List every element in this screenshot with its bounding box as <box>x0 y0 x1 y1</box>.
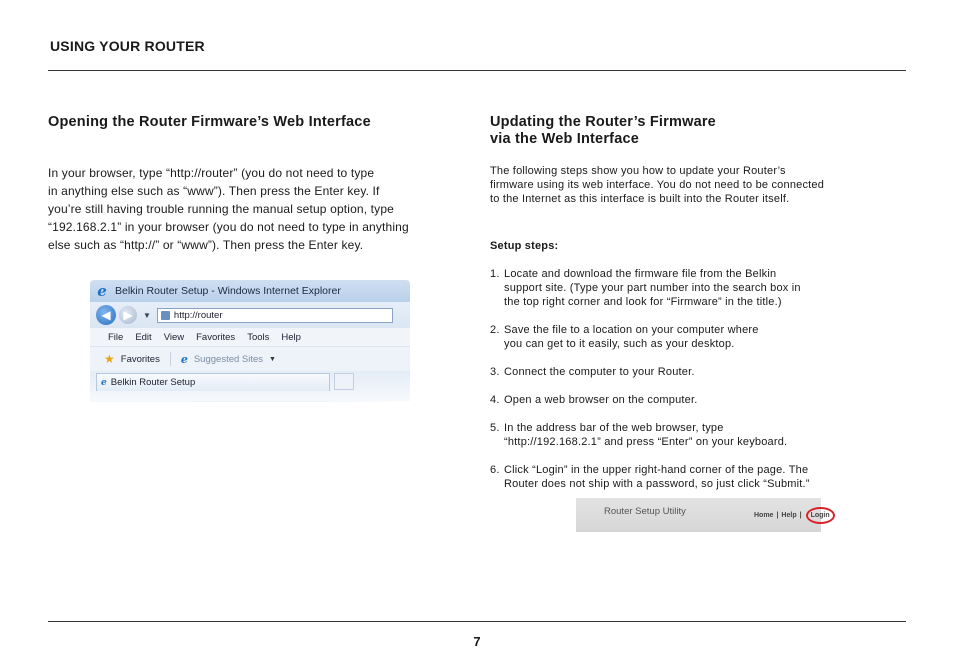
list-item <box>490 323 890 351</box>
forward-arrow-icon: ▶ <box>119 306 137 324</box>
step-number: 3. <box>490 366 500 378</box>
browser-window-title: Belkin Router Setup - Windows Internet Explorer <box>115 285 341 297</box>
browser-tab-strip <box>90 371 410 401</box>
body-line: “192.168.2.1” in your browser (you do not need to type in anything <box>48 220 409 234</box>
ie-logo-icon: e <box>180 352 188 366</box>
body-line: else such as “http://” or “www”). Then press the Enter key. <box>48 238 364 252</box>
right-column <box>490 114 890 505</box>
step-line: Locate and download the firmware file from the Belkin <box>504 268 777 280</box>
browser-menu-bar <box>90 328 410 346</box>
heading-line: via the Web Interface <box>490 131 639 147</box>
router-utility-screenshot <box>576 498 830 532</box>
menu-item-file: File <box>108 331 124 343</box>
step-number: 4. <box>490 394 500 406</box>
new-tab-button <box>334 373 354 390</box>
menu-item-favorites: Favorites <box>196 331 236 343</box>
menu-item-help: Help <box>281 331 301 343</box>
address-text: http://router <box>173 309 223 321</box>
step-line: Open a web browser on the computer. <box>504 394 698 406</box>
list-item <box>490 421 890 449</box>
list-item <box>490 463 890 491</box>
tab-label: Belkin Router Setup <box>110 377 196 388</box>
step-line: Save the file to a location on your computer where <box>504 324 759 336</box>
suggested-sites-label: Suggested Sites <box>193 353 264 365</box>
link-separator: | <box>799 512 802 519</box>
page-icon <box>161 311 170 320</box>
intro-line: to the Internet as this interface is built into the Router itself. <box>490 193 790 205</box>
address-bar <box>157 308 393 323</box>
list-item <box>490 365 890 379</box>
favorites-label: Favorites <box>120 353 160 365</box>
login-link-highlight <box>806 507 835 524</box>
page-number: 7 <box>473 634 481 649</box>
step-line: the top right corner and look for “Firmware” in the title.) <box>504 296 782 308</box>
body-line: in anything else such as “www”). Then press the Enter key. If <box>48 184 380 198</box>
favorites-bar <box>90 346 410 371</box>
step-number: 5. <box>490 422 500 434</box>
favorites-separator <box>170 352 171 366</box>
router-utility-title: Router Setup Utility <box>604 506 686 517</box>
left-body <box>48 164 448 254</box>
steps-list <box>490 267 890 491</box>
header-divider <box>48 70 906 71</box>
menu-item-view: View <box>163 331 185 343</box>
step-line: Connect the computer to your Router. <box>504 366 695 378</box>
home-link: Home <box>754 512 774 519</box>
step-line: you can get to it easily, such as your desktop. <box>504 338 735 350</box>
body-line: In your browser, type “http://router” (you do not need to type <box>48 166 375 180</box>
setup-steps-label: Setup steps: <box>490 240 559 252</box>
menu-item-tools: Tools <box>247 331 270 343</box>
ie-logo-icon: e <box>97 282 107 300</box>
step-number: 2. <box>490 324 500 336</box>
right-intro <box>490 164 890 206</box>
browser-tab <box>96 373 330 391</box>
list-item <box>490 393 890 407</box>
menu-item-edit: Edit <box>135 331 152 343</box>
link-separator: | <box>776 512 779 519</box>
router-utility-links <box>754 507 835 524</box>
browser-title-bar <box>90 280 410 302</box>
left-column <box>48 114 448 254</box>
body-line: you’re still having trouble running the manual setup option, type <box>48 202 394 216</box>
ie-logo-icon: e <box>101 377 107 388</box>
left-heading: Opening the Router Firmware’s Web Interface <box>48 114 371 130</box>
intro-line: firmware using its web interface. You do not need to be connected <box>490 179 825 191</box>
login-link: Login <box>810 512 830 519</box>
section-header: USING YOUR ROUTER <box>50 38 205 54</box>
star-icon: ★ <box>104 352 115 366</box>
help-link: Help <box>781 512 797 519</box>
step-line: In the address bar of the web browser, type <box>504 422 724 434</box>
browser-nav-bar <box>90 302 410 328</box>
list-item <box>490 267 890 309</box>
browser-screenshot <box>90 280 410 402</box>
step-line: “http://192.168.2.1” and press “Enter” on your keyboard. <box>504 436 788 448</box>
back-arrow-icon: ◀ <box>96 305 116 325</box>
step-number: 6. <box>490 464 500 476</box>
step-number: 1. <box>490 268 500 280</box>
step-line: Router does not ship with a password, so just click “Submit.” <box>504 478 810 490</box>
step-line: Click “Login” in the upper right-hand corner of the page. The <box>504 464 809 476</box>
footer-divider <box>48 621 906 622</box>
intro-line: The following steps show you how to update your Router’s <box>490 165 786 177</box>
right-heading <box>490 114 890 148</box>
step-line: support site. (Type your part number into the search box in <box>504 282 801 294</box>
chevron-down-icon: ▼ <box>143 310 151 320</box>
caret-down-icon: ▼ <box>269 355 276 363</box>
heading-line: Updating the Router’s Firmware <box>490 114 716 130</box>
